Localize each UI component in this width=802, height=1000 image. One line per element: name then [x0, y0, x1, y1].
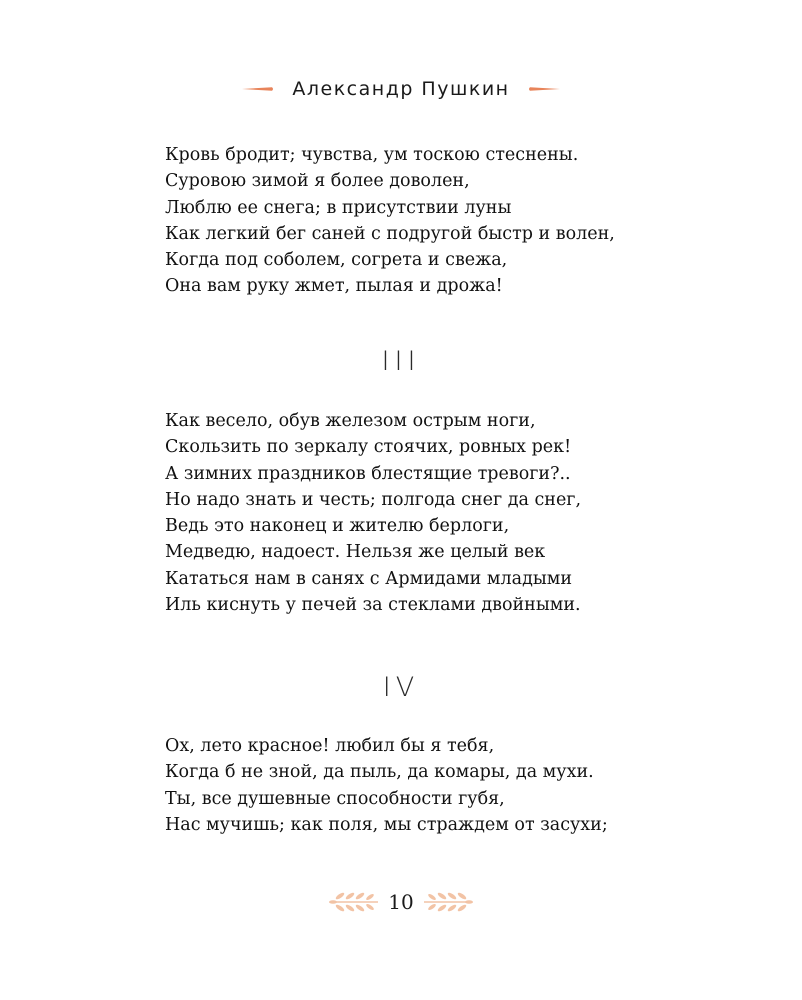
stanza-continued — [165, 142, 765, 300]
verse-line: Суровою зимой я более доволен, — [165, 171, 470, 192]
stanza-iv — [165, 733, 765, 838]
verse-line: Когда под соболем, согрета и свежа, — [165, 250, 508, 271]
dash-ornament-left-icon — [242, 86, 274, 92]
verse-line: Она вам руку жмет, пылая и дрожа! — [165, 276, 503, 297]
verse-line: Кататься нам в санях с Армидами младыми — [165, 568, 573, 589]
verse-line: Ты, все душевные способности губя, — [165, 788, 505, 809]
stanza-iii — [165, 408, 765, 618]
verse-line: Как легкий бег саней с подругой быстр и волен, — [165, 223, 615, 244]
verse-line: Ведь это наконец и жителю берлоги, — [165, 516, 510, 537]
verse-line: Иль киснуть у печей за стеклами двойными. — [165, 595, 581, 616]
verse-line: Нас мучишь; как поля, мы страждем от засухи; — [165, 814, 608, 835]
leaf-branch-right-icon — [422, 887, 474, 917]
page-footer — [0, 884, 802, 920]
verse-line: Люблю ее снега; в присутствии луны — [165, 197, 512, 218]
verse-line: Скользить по зеркалу стоячих, ровных рек! — [165, 437, 572, 458]
author-name: Александр Пушкин — [292, 78, 510, 100]
page-number: 10 — [388, 890, 414, 914]
verse-line: Как весело, обув железом острым ноги, — [165, 411, 536, 431]
verse-line: Медведю, надоест. Нельзя же целый век — [165, 542, 546, 563]
leaf-branch-left-icon — [328, 887, 380, 917]
verse-line: Но надо знать и честь; полгода снег да снег, — [165, 489, 582, 510]
verse-line: Когда б не зной, да пыль, да комары, да мухи. — [165, 762, 594, 783]
running-header — [0, 72, 802, 106]
verse-line: Кровь бродит; чувства, ум тоскою стеснены. — [165, 145, 579, 165]
verse-line: А зимних праздников блестящие тревоги?.. — [165, 463, 571, 484]
dash-ornament-right-icon — [528, 86, 560, 92]
section-numeral-iv: IV — [382, 672, 420, 703]
verse-line: Ох, лето красное! любил бы я тебя, — [165, 736, 495, 756]
section-numeral-iii: III — [381, 346, 421, 377]
